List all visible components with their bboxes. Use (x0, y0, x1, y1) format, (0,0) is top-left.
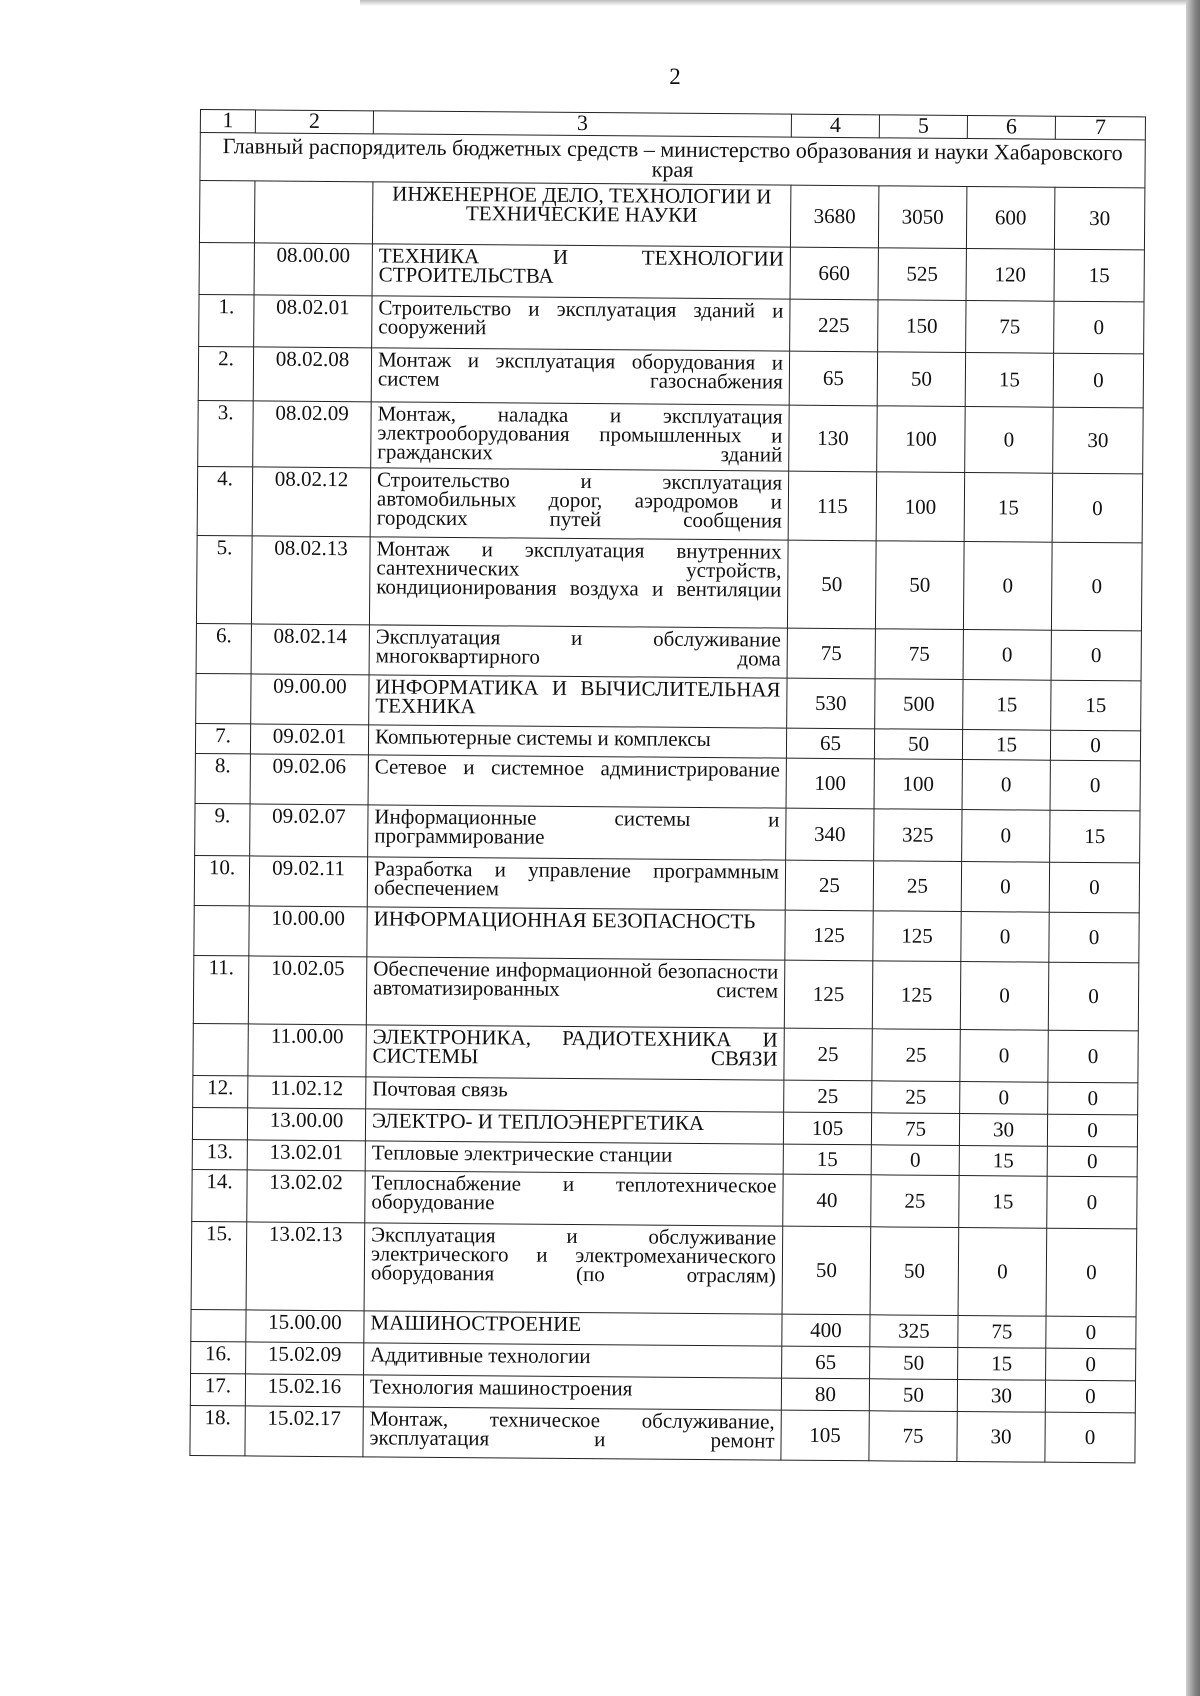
specialty-row (195, 803, 1140, 862)
scan-edge-top (360, 0, 1200, 6)
places-col-7: 0 (1046, 1228, 1137, 1317)
places-col-5: 25 (873, 861, 961, 912)
row-index: 14. (192, 1169, 247, 1221)
places-col-5: 25 (871, 1175, 959, 1228)
places-col-6: 600 (966, 187, 1054, 250)
specialty-row (196, 623, 1141, 680)
group-row (193, 1023, 1138, 1082)
specialty-code: 15.02.16 (245, 1374, 363, 1407)
total-places: 400 (782, 1314, 870, 1347)
places-col-6: 15 (963, 680, 1051, 731)
places-col-5: 125 (873, 911, 961, 962)
places-col-6: 75 (966, 301, 1054, 354)
specialty-code: 15.02.17 (245, 1406, 363, 1457)
specialty-code: 11.00.00 (248, 1024, 366, 1077)
places-col-5: 75 (869, 1411, 957, 1462)
total-places: 105 (781, 1410, 869, 1461)
places-col-6: 0 (963, 630, 1051, 681)
total-places: 105 (783, 1112, 871, 1145)
places-col-6: 30 (959, 1113, 1047, 1146)
row-index: 18. (190, 1405, 245, 1455)
total-places: 80 (781, 1378, 869, 1411)
total-places: 115 (788, 471, 877, 541)
places-col-7: 0 (1049, 912, 1139, 963)
row-index: 2. (198, 346, 253, 400)
row-index: 15. (191, 1221, 247, 1309)
total-places: 340 (786, 808, 874, 861)
row-index: 13. (192, 1139, 247, 1169)
specialty-code: 11.02.12 (248, 1076, 366, 1109)
specialty-code: 08.02.14 (251, 624, 369, 675)
places-col-6: 0 (958, 1227, 1047, 1316)
places-col-6: 15 (962, 730, 1050, 761)
specialty-name: Теплоснабжение и теплотехническое оборудование (365, 1171, 783, 1226)
group-row (199, 242, 1144, 301)
specialty-row (198, 400, 1143, 473)
specialty-code: 09.00.00 (251, 674, 369, 725)
places-col-6: 0 (962, 810, 1050, 863)
column-header: 5 (879, 115, 967, 139)
places-col-7: 30 (1054, 187, 1144, 250)
places-col-6: 15 (965, 353, 1053, 408)
places-col-7: 0 (1053, 353, 1143, 408)
total-places: 40 (783, 1174, 871, 1227)
places-col-7: 0 (1048, 1082, 1138, 1115)
places-col-7: 0 (1045, 1380, 1135, 1413)
specialty-name: Монтаж и эксплуатация оборудования и систем газоснабжения (371, 348, 789, 405)
budget-administrator-title: Главный распорядитель бюджетных средств – министерство образования и науки Хабаровского края (200, 133, 1145, 188)
places-col-7: 15 (1054, 249, 1144, 302)
group-row (196, 673, 1141, 730)
specialty-code: 09.02.06 (250, 754, 368, 805)
total-places: 65 (786, 728, 874, 759)
specialty-name: ЭЛЕКТРО- И ТЕПЛОЭНЕРГЕТИКА (365, 1109, 783, 1144)
places-col-7: 0 (1048, 962, 1139, 1031)
column-header: 3 (373, 111, 791, 137)
specialty-name: Информационные системы и программирование (368, 805, 786, 860)
places-col-6: 15 (964, 473, 1053, 543)
row-index: 6. (196, 623, 251, 673)
row-index: 8. (195, 753, 250, 803)
total-places: 660 (790, 247, 878, 300)
column-header: 4 (791, 114, 879, 138)
specialty-name: Технология машиностроения (363, 1375, 781, 1410)
row-index: 3. (198, 400, 254, 466)
group-row (194, 905, 1139, 962)
row-index: 4. (197, 466, 253, 535)
specialty-row (197, 466, 1143, 542)
places-col-6: 0 (960, 962, 1049, 1031)
specialty-code: 10.02.05 (248, 956, 367, 1025)
row-index (199, 242, 254, 294)
admission-plan-table (189, 109, 1146, 1463)
specialty-name: Строительство и эксплуатация зданий и сооружений (372, 296, 790, 351)
places-col-5: 125 (872, 961, 961, 1030)
specialty-code: 13.02.02 (247, 1170, 365, 1223)
total-places: 25 (785, 860, 873, 911)
scan-edge-right (1186, 0, 1200, 1696)
specialty-code: 13.02.01 (247, 1140, 365, 1171)
specialty-name: Компьютерные системы и комплексы (368, 725, 786, 758)
places-col-6: 30 (957, 1411, 1045, 1462)
places-col-6: 75 (958, 1315, 1046, 1348)
specialty-name: Монтаж и эксплуатация внутренних сантехнических устройств, кондиционирования воздуха и вентиляции (369, 537, 788, 628)
places-col-7: 0 (1048, 1030, 1138, 1083)
places-col-5: 75 (875, 629, 963, 680)
column-header: 7 (1055, 116, 1145, 140)
places-col-7: 0 (1045, 1412, 1135, 1463)
places-col-6: 0 (960, 1081, 1048, 1114)
specialty-code: 08.02.08 (253, 347, 371, 402)
places-col-7: 0 (1051, 542, 1142, 631)
places-col-7: 0 (1049, 862, 1139, 913)
specialty-name: Аддитивные технологии (364, 1343, 782, 1378)
column-header: 6 (967, 116, 1055, 140)
specialty-row (191, 1221, 1137, 1316)
places-col-6: 0 (965, 407, 1054, 474)
places-col-6: 0 (962, 760, 1050, 811)
total-places: 25 (784, 1028, 872, 1081)
specialty-row (199, 294, 1144, 353)
places-col-6: 0 (960, 1029, 1048, 1082)
row-index: 9. (195, 803, 250, 855)
places-col-7: 30 (1053, 407, 1144, 474)
row-index: 7. (195, 723, 250, 753)
places-col-5: 50 (870, 1347, 958, 1380)
places-col-7: 0 (1050, 760, 1140, 811)
specialty-code: 09.02.01 (250, 724, 368, 755)
specialty-name: ИНЖЕНЕРНОЕ ДЕЛО, ТЕХНОЛОГИИ И ТЕХНИЧЕСКИЕ НАУКИ (372, 182, 790, 247)
places-col-5: 325 (870, 1315, 958, 1348)
specialty-code: 13.02.13 (246, 1222, 365, 1311)
specialty-row (196, 535, 1142, 630)
places-col-5: 3050 (878, 186, 966, 249)
specialty-name: ТЕХНИКА И ТЕХНОЛОГИИ СТРОИТЕЛЬСТВА (372, 244, 790, 299)
places-col-6: 15 (959, 1145, 1047, 1176)
total-places: 130 (789, 405, 878, 472)
specialty-name: МАШИНОСТРОЕНИЕ (364, 1311, 782, 1346)
places-col-6: 15 (958, 1347, 1046, 1380)
document-table-wrapper (189, 109, 1145, 1463)
total-places: 50 (782, 1226, 871, 1315)
row-index: 16. (191, 1341, 246, 1373)
row-index: 12. (193, 1075, 248, 1107)
places-col-7: 0 (1047, 1146, 1137, 1177)
places-col-6: 120 (966, 249, 1054, 302)
row-index: 10. (194, 855, 249, 905)
specialty-row (192, 1169, 1137, 1228)
places-col-5: 100 (874, 759, 962, 810)
specialty-code: 08.02.13 (251, 536, 370, 625)
places-col-7: 0 (1052, 473, 1143, 543)
row-index: 17. (190, 1373, 245, 1405)
specialty-code: 15.02.09 (246, 1342, 364, 1375)
specialty-name: ИНФОРМАТИКА И ВЫЧИСЛИТЕЛЬНАЯ ТЕХНИКА (369, 675, 787, 728)
specialty-row (198, 346, 1143, 407)
specialty-code: 10.00.00 (249, 906, 367, 957)
specialty-code: 09.02.07 (250, 804, 368, 857)
places-col-5: 75 (871, 1113, 959, 1146)
specialty-code: 08.02.12 (252, 467, 371, 537)
places-col-7: 15 (1051, 680, 1141, 731)
specialty-name: ЭЛЕКТРОНИКА, РАДИОТЕХНИКА И СИСТЕМЫ СВЯЗИ (366, 1025, 784, 1080)
total-places: 65 (789, 351, 877, 406)
places-col-5: 325 (874, 809, 962, 862)
places-col-5: 0 (871, 1145, 959, 1176)
places-col-7: 15 (1050, 810, 1140, 863)
places-col-7: 0 (1046, 1348, 1136, 1381)
specialty-code: 13.00.00 (247, 1108, 365, 1141)
total-places: 50 (787, 540, 876, 629)
specialty-name: Монтаж, техническое обслуживание, эксплуатация и ремонт (363, 1407, 781, 1460)
specialty-name: Обеспечение информационной безопасности автоматизированных систем (366, 957, 785, 1028)
specialty-name: Сетевое и системное администрирование (368, 755, 786, 808)
places-col-6: 30 (957, 1379, 1045, 1412)
places-col-5: 50 (877, 352, 965, 407)
specialty-code: 15.00.00 (246, 1310, 364, 1343)
group-row (199, 181, 1144, 250)
places-col-6: 0 (961, 912, 1049, 963)
places-col-5: 25 (872, 1081, 960, 1114)
places-col-7: 0 (1046, 1316, 1136, 1349)
places-col-5: 100 (877, 406, 966, 473)
specialty-name: Почтовая связь (366, 1077, 784, 1112)
places-col-7: 0 (1051, 630, 1141, 681)
places-col-7: 0 (1050, 730, 1140, 761)
total-places: 25 (784, 1080, 872, 1113)
places-col-5: 50 (870, 1227, 959, 1316)
specialty-code: 08.02.01 (254, 295, 372, 348)
places-col-7: 0 (1047, 1114, 1137, 1147)
total-places: 530 (787, 678, 875, 729)
places-col-5: 50 (869, 1379, 957, 1412)
specialty-name: ИНФОРМАЦИОННАЯ БЕЗОПАСНОСТЬ (367, 907, 785, 960)
column-header: 2 (255, 110, 373, 134)
total-places: 15 (783, 1144, 871, 1175)
specialty-name: Эксплуатация и обслуживание электрического и электромеханического оборудования (по отраслям) (364, 1223, 783, 1314)
row-index (196, 673, 251, 723)
total-places: 100 (786, 758, 874, 809)
total-places: 3680 (790, 185, 878, 248)
specialty-code (254, 181, 372, 244)
total-places: 65 (782, 1346, 870, 1379)
total-places: 125 (784, 960, 873, 1029)
specialty-row (194, 855, 1139, 912)
budget-administrator-row (200, 133, 1145, 188)
places-col-7: 0 (1054, 301, 1144, 354)
specialty-name: Разработка и управление программным обеспечением (367, 857, 785, 910)
row-index: 11. (193, 955, 249, 1023)
places-col-5: 50 (875, 541, 964, 630)
places-col-5: 100 (876, 472, 965, 542)
row-index: 1. (199, 294, 254, 346)
specialty-name: Эксплуатация и обслуживание многоквартирного дома (369, 625, 787, 678)
specialty-row (195, 753, 1140, 810)
row-index (191, 1309, 246, 1341)
places-col-5: 500 (875, 679, 963, 730)
specialty-row (193, 955, 1139, 1030)
row-index (193, 1023, 248, 1075)
places-col-5: 50 (874, 729, 962, 760)
places-col-6: 0 (961, 862, 1049, 913)
row-index (192, 1107, 247, 1139)
row-index (199, 181, 254, 243)
specialty-code: 09.02.11 (249, 856, 367, 907)
total-places: 75 (787, 628, 875, 679)
page-number: 2 (669, 64, 681, 89)
row-index: 5. (196, 535, 252, 623)
row-index (194, 905, 249, 955)
places-col-6: 15 (959, 1175, 1047, 1228)
specialty-row (190, 1405, 1135, 1462)
places-col-5: 25 (872, 1029, 960, 1082)
specialty-name: Тепловые электрические станции (365, 1141, 783, 1174)
places-col-5: 150 (878, 300, 966, 353)
specialty-name: Монтаж, наладка и эксплуатация электрооборудования промышленных и гражданских зданий (371, 402, 790, 471)
total-places: 125 (785, 910, 873, 961)
places-col-6: 0 (963, 542, 1052, 631)
specialty-code: 08.00.00 (254, 243, 372, 296)
specialty-code: 08.02.09 (253, 401, 372, 468)
places-col-5: 525 (878, 248, 966, 301)
column-header: 1 (200, 110, 255, 133)
places-col-7: 0 (1047, 1176, 1137, 1229)
specialty-name: Строительство и эксплуатация автомобильных дорог, аэродромов и городских путей сообщения (370, 468, 789, 540)
total-places: 225 (790, 299, 878, 352)
